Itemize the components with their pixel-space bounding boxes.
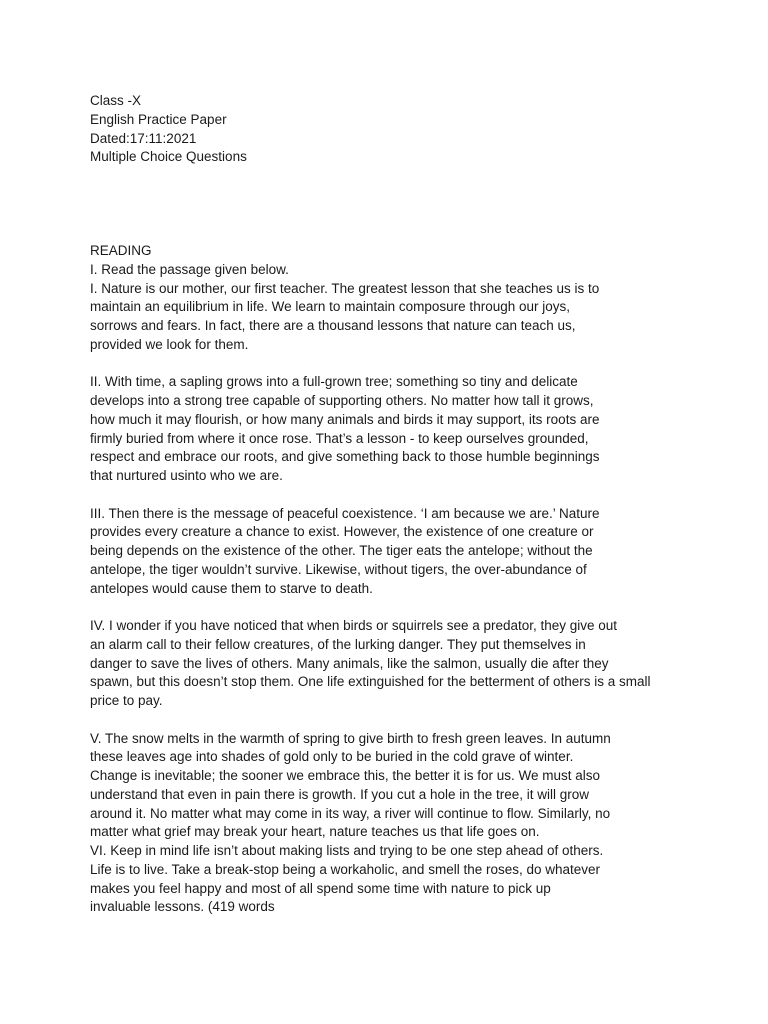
passage-line: VI. Keep in mind life isn’t about making lists and trying to be one step ahead of others. [90,843,604,858]
passage-line: respect and embrace our roots, and give something back to those humble beginnings [90,449,600,465]
passage-line: an alarm call to their fellow creatures, of the lurking danger. They put themselves in [90,636,586,652]
spacer [90,167,690,242]
document-page [90,92,690,917]
passage-line: that nurtured usinto who we are. [90,468,283,483]
passage-line: price to pay. [90,693,163,708]
passage-paragraph-3 [90,505,690,599]
passage-line: V. The snow melts in the warmth of spring to give birth to fresh green leaves. In autumn [90,730,611,746]
passage-line: maintain an equilibrium in life. We learn to maintain composure through our joys, [90,299,570,315]
passage-line: invaluable lessons. (419 words [90,899,275,915]
passage-line: antelopes would cause them to starve to death. [90,580,373,596]
passage-paragraph-4 [90,617,690,711]
passage-line: being depends on the existence of the other. The tiger eats the antelope; without the [90,543,593,558]
passage-paragraph-2 [90,373,690,486]
passage-line: II. With time, a sapling grows into a full-grown tree; something so tiny and delicate [90,374,578,390]
passage-line: these leaves age into shades of gold only to be buried in the cold grave of winter. [90,749,574,765]
document-header [90,92,690,167]
passage-line: I. Nature is our mother, our first teacher. The greatest lesson that she teaches us is to [90,280,600,296]
paragraph-spacer [90,711,690,730]
passage-line: firmly buried from where it once rose. That’s a lesson - to keep ourselves grounded, [90,430,589,446]
passage-line: matter what grief may break your heart, nature teaches us that life goes on. [90,824,540,840]
section-line: Multiple Choice Questions [90,149,247,165]
paragraph-spacer [90,486,690,505]
passage-line: provided we look for them. [90,336,249,352]
paragraph-spacer [90,598,690,617]
reading-heading: READING [90,243,152,258]
paragraph-spacer [90,355,690,374]
passage-line: develops into a strong tree capable of supporting others. No matter how tall it grows, [90,393,594,408]
date-line: Dated:17:11:2021 [90,130,197,146]
passage-line: spawn, but this doesn’t stop them. One life extinguished for the betterment of others is a small [90,674,651,690]
passage-line: Life is to live. Take a break-stop being a workaholic, and smell the roses, do whatever [90,861,601,877]
passage-line: danger to save the lives of others. Many animals, like the salmon, usually die after they [90,655,609,671]
passage-line: Change is inevitable; the sooner we embrace this, the better it is for us. We must also [90,768,601,783]
reading-instruction: I. Read the passage given below. [90,261,289,277]
passage-line: understand that even in pain there is growth. If you cut a hole in the tree, it will grow [90,786,590,802]
passage-line: III. Then there is the message of peaceful coexistence. ‘I am because we are.’ Nature [90,505,600,521]
passage-line: IV. I wonder if you have noticed that when birds or squirrels see a predator, they give out [90,618,618,633]
passage-line: around it. No matter what may come in its way, a river will continue to flow. Similarly, no [90,805,611,821]
passage-line: sorrows and fears. In fact, there are a thousand lessons that nature can teach us, [90,318,576,333]
passage-line: how much it may flourish, or how many animals and birds it may support, its roots are [90,411,600,427]
passage-line: makes you feel happy and most of all spend some time with nature to pick up [90,880,551,896]
class-line: Class -X [90,93,142,108]
passage-line: provides every creature a chance to exist. However, the existence of one creature or [90,524,594,540]
passage-paragraph-1 [90,280,690,355]
passage-line: antelope, the tiger wouldn’t survive. Likewise, without tigers, the over-abundance of [90,561,587,577]
passage-paragraph-5 [90,730,690,918]
reading-section [90,242,690,917]
subject-line: English Practice Paper [90,111,227,127]
